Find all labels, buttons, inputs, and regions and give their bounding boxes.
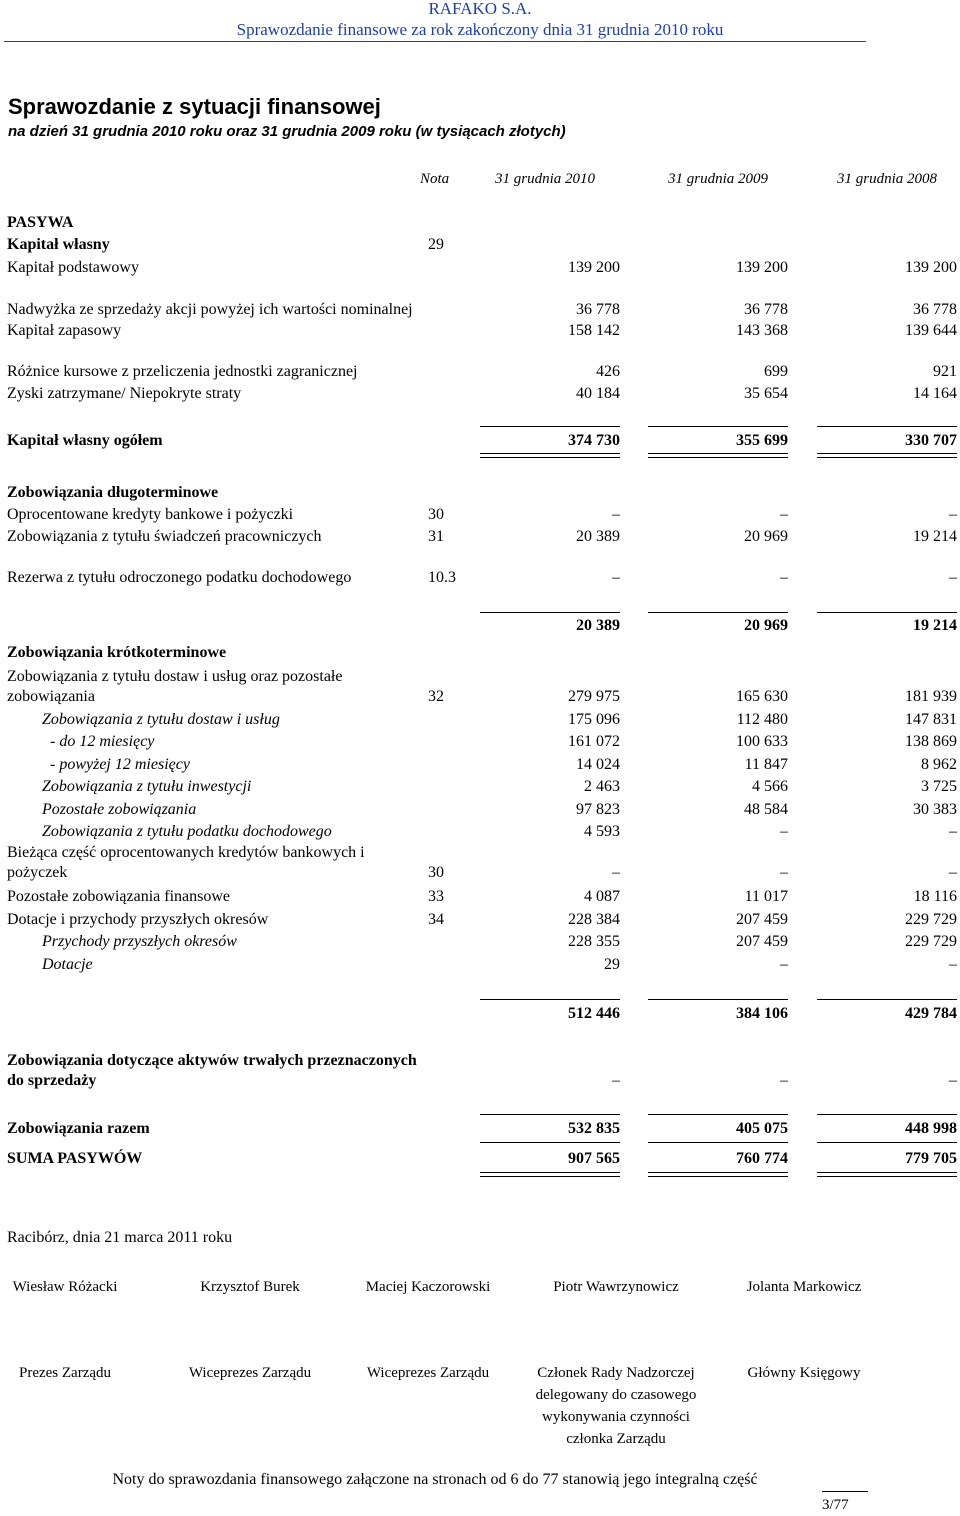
signatory-role: wykonywania czynności: [542, 1409, 690, 1425]
table-row: [0, 1147, 960, 1169]
signatory-name: Maciej Kaczorowski: [365, 1279, 491, 1295]
row-label: Oprocentowane kredyty bankowe i pożyczki: [7, 506, 294, 523]
value-2008: 19 214: [913, 528, 957, 545]
value-2009: 20 969: [744, 528, 788, 545]
table-row: [0, 278, 960, 320]
row-label: Kapitał własny: [7, 236, 110, 253]
value-2010: 907 565: [568, 1150, 620, 1167]
table-row: [0, 820, 960, 842]
row-label: Zobowiązania z tytułu inwestycji: [42, 778, 252, 795]
table-row: [0, 798, 960, 820]
value-2009: 699: [764, 363, 788, 380]
table-row: [0, 753, 960, 775]
table-row: [0, 1049, 960, 1091]
signatory-role: Członek Rady Nadzorczej: [537, 1365, 695, 1381]
table-row: [0, 730, 960, 752]
value-2008: 8 962: [921, 756, 957, 773]
row-label: Zobowiązania dotyczące aktywów trwałych przeznaczonych do sprzedaży: [7, 1052, 417, 1089]
row-label: Dotacje i przychody przyszłych okresów: [7, 911, 269, 928]
value-2008: –: [949, 956, 957, 973]
signatory-role: Wiceprezes Zarządu: [366, 1365, 490, 1381]
table-row: [0, 775, 960, 797]
table-row: [0, 908, 960, 930]
total-rule: [817, 1142, 957, 1143]
row-note: 33: [428, 888, 444, 905]
total-rule: [817, 1114, 957, 1115]
row-note: 30: [428, 506, 444, 523]
header-rule: [4, 41, 866, 42]
signatory-role: członka Zarządu: [566, 1431, 666, 1447]
row-label: Rezerwa z tytułu odroczonego podatku dochodowego: [7, 569, 352, 586]
signatory-name: Wiesław Różacki: [12, 1279, 118, 1295]
value-2010: 374 730: [568, 432, 620, 449]
value-2008: 36 778: [913, 301, 957, 318]
value-2008: –: [949, 864, 957, 881]
value-2008: 229 729: [905, 911, 957, 928]
total-rule: [480, 612, 620, 613]
total-rule: [480, 999, 620, 1000]
table-row: [0, 1117, 960, 1139]
double-rule: [648, 1172, 788, 1177]
value-2010: –: [612, 569, 620, 586]
row-label: Zobowiązania razem: [7, 1120, 150, 1137]
total-rule: [817, 612, 957, 613]
signatory-role: Prezes Zarządu: [18, 1365, 112, 1381]
row-note: 34: [428, 911, 444, 928]
value-2008: 181 939: [905, 688, 957, 705]
value-2008: 3 725: [921, 778, 957, 795]
table-row: [0, 641, 960, 663]
value-2008: 429 784: [905, 1005, 957, 1022]
total-rule: [648, 426, 788, 427]
double-rule: [480, 453, 620, 458]
col-2009-header: 31 grudnia 2009: [668, 171, 769, 187]
value-2010: 279 975: [568, 688, 620, 705]
value-2010: 139 200: [568, 259, 620, 276]
value-2009: 48 584: [744, 801, 788, 818]
value-2010: 426: [596, 363, 620, 380]
value-2008: 147 831: [905, 711, 957, 728]
value-2009: 20 969: [744, 617, 788, 634]
value-2008: 30 383: [913, 801, 957, 818]
row-note: 30: [428, 864, 444, 881]
row-label: Różnice kursowe z przeliczenia jednostki zagranicznej: [7, 363, 358, 380]
row-label: Pozostałe zobowiązania: [42, 801, 197, 818]
value-2009: 112 480: [736, 711, 788, 728]
value-2008: 18 116: [913, 888, 957, 905]
row-label: Nadwyżka ze sprzedaży akcji powyżej ich wartości nominalnej: [7, 301, 413, 318]
value-2009: 11 847: [744, 756, 788, 773]
table-row: [0, 546, 960, 588]
value-2008: 779 705: [905, 1150, 957, 1167]
value-2009: –: [780, 956, 788, 973]
value-2010: 175 096: [568, 711, 620, 728]
row-note: 32: [428, 688, 444, 705]
total-rule: [480, 1114, 620, 1115]
col-note-header: Nota: [420, 171, 450, 187]
value-2010: 158 142: [568, 322, 620, 339]
row-label: SUMA PASYWÓW: [7, 1150, 143, 1167]
value-2008: 139 200: [905, 259, 957, 276]
table-row: [0, 841, 960, 883]
table-row: [0, 211, 960, 233]
value-2009: 405 075: [736, 1120, 788, 1137]
statement-title: Sprawozdanie z sytuacji finansowej: [8, 94, 381, 119]
signatory-name: Krzysztof Burek: [200, 1279, 300, 1295]
value-2010: 228 384: [568, 911, 620, 928]
value-2009: 35 654: [744, 385, 788, 402]
double-rule: [648, 453, 788, 458]
table-row: [0, 885, 960, 907]
total-rule: [480, 1142, 620, 1143]
value-2010: 4 593: [584, 823, 620, 840]
row-label: Zobowiązania z tytułu świadczeń pracowniczych: [7, 528, 322, 545]
value-2010: –: [612, 506, 620, 523]
table-row: [0, 481, 960, 503]
value-2009: 384 106: [736, 1005, 788, 1022]
table-row: [0, 708, 960, 730]
total-rule: [480, 426, 620, 427]
row-label: Zobowiązania z tytułu dostaw i usług oraz pozostałe zobowiązania: [7, 668, 343, 705]
signatory-name: Piotr Wawrzynowicz: [553, 1279, 679, 1295]
table-row: [0, 614, 960, 636]
statement-subtitle: na dzień 31 grudnia 2010 roku oraz 31 grudnia 2009 roku (w tysiącach złotych): [8, 123, 566, 140]
value-2010: 20 389: [576, 617, 620, 634]
company-name: RAFAKO S.A.: [428, 0, 532, 18]
value-2009: –: [780, 864, 788, 881]
value-2010: 20 389: [576, 528, 620, 545]
total-rule: [648, 999, 788, 1000]
value-2010: 532 835: [568, 1120, 620, 1137]
table-row: [0, 233, 960, 255]
value-2010: 29: [604, 956, 620, 973]
row-label: Zobowiązania krótkoterminowe: [7, 644, 227, 661]
row-label: - powyżej 12 miesięcy: [50, 756, 190, 773]
total-rule: [648, 612, 788, 613]
row-label: Kapitał podstawowy: [7, 259, 139, 276]
row-label: Bieżąca część oprocentowanych kredytów bankowych i pożyczek: [7, 844, 365, 881]
table-row: [0, 340, 960, 382]
value-2010: 97 823: [576, 801, 620, 818]
signatory-role: Główny Księgowy: [747, 1365, 861, 1381]
report-title: Sprawozdanie finansowe za rok zakończony dnia 31 grudnia 2010 roku: [236, 20, 724, 39]
row-label: Zobowiązania długoterminowe: [7, 484, 219, 501]
value-2010: 40 184: [576, 385, 620, 402]
signatory-name: Jolanta Markowicz: [746, 1279, 862, 1295]
value-2008: 330 707: [905, 432, 957, 449]
table-row: [0, 930, 960, 952]
value-2009: –: [780, 506, 788, 523]
value-2008: –: [949, 823, 957, 840]
value-2009: 139 200: [736, 259, 788, 276]
value-2010: 512 446: [568, 1005, 620, 1022]
row-label: Pozostałe zobowiązania finansowe: [7, 888, 231, 905]
row-label: Zobowiązania z tytułu dostaw i usług: [42, 711, 280, 728]
value-2008: –: [949, 1072, 957, 1089]
value-2009: –: [780, 823, 788, 840]
row-note: 31: [428, 528, 444, 545]
double-rule: [817, 453, 957, 458]
value-2009: 36 778: [744, 301, 788, 318]
value-2009: 355 699: [736, 432, 788, 449]
col-2010-header: 31 grudnia 2010: [495, 171, 596, 187]
total-rule: [648, 1142, 788, 1143]
table-row: [0, 953, 960, 975]
row-label: Kapitał zapasowy: [7, 322, 122, 339]
row-label: Kapitał własny ogółem: [7, 432, 163, 449]
value-2010: 14 024: [576, 756, 620, 773]
signatory-role: delegowany do czasowego: [535, 1387, 697, 1403]
value-2009: 760 774: [736, 1150, 788, 1167]
value-2009: 207 459: [736, 911, 788, 928]
table-row: [0, 382, 960, 404]
table-row: [0, 256, 960, 278]
value-2008: –: [949, 569, 957, 586]
table-row: [0, 503, 960, 525]
total-rule: [817, 426, 957, 427]
row-label: Zobowiązania z tytułu podatku dochodowego: [42, 823, 332, 840]
value-2008: 921: [933, 363, 957, 380]
value-2009: 207 459: [736, 933, 788, 950]
row-label: Dotacje: [42, 956, 93, 973]
page-number-rule: [822, 1491, 868, 1492]
col-2008-header: 31 grudnia 2008: [837, 171, 938, 187]
row-note: 29: [428, 236, 444, 253]
row-note: 10.3: [428, 569, 456, 586]
value-2010: 161 072: [568, 733, 620, 750]
value-2009: 4 566: [752, 778, 788, 795]
double-rule: [480, 1172, 620, 1177]
value-2008: 229 729: [905, 933, 957, 950]
row-label: Zyski zatrzymane/ Niepokryte straty: [7, 385, 242, 402]
value-2010: 228 355: [568, 933, 620, 950]
value-2010: 4 087: [584, 888, 620, 905]
place-date: Racibórz, dnia 21 marca 2011 roku: [7, 1229, 233, 1246]
row-label: Przychody przyszłych okresów: [42, 933, 237, 950]
value-2009: 100 633: [736, 733, 788, 750]
table-row: [0, 429, 960, 451]
total-rule: [648, 1114, 788, 1115]
table-row: [0, 319, 960, 341]
value-2009: 11 017: [744, 888, 788, 905]
value-2009: 143 368: [736, 322, 788, 339]
value-2008: 448 998: [905, 1120, 957, 1137]
value-2010: –: [612, 864, 620, 881]
page-number: 3/77: [822, 1497, 849, 1513]
table-row: [0, 665, 960, 707]
value-2010: 36 778: [576, 301, 620, 318]
row-label: PASYWA: [7, 214, 74, 231]
table-row: [0, 1002, 960, 1024]
value-2008: 19 214: [913, 617, 957, 634]
value-2010: –: [612, 1072, 620, 1089]
signatory-role: Wiceprezes Zarządu: [188, 1365, 312, 1381]
value-2009: 165 630: [736, 688, 788, 705]
table-row: [0, 525, 960, 547]
footer-note: Noty do sprawozdania finansowego załączone na stronach od 6 do 77 stanowią jego integralną część: [112, 1471, 758, 1488]
value-2008: 14 164: [913, 385, 957, 402]
double-rule: [817, 1172, 957, 1177]
value-2009: –: [780, 1072, 788, 1089]
total-rule: [817, 999, 957, 1000]
value-2008: –: [949, 506, 957, 523]
value-2008: 139 644: [905, 322, 957, 339]
row-label: - do 12 miesięcy: [50, 733, 155, 750]
value-2009: –: [780, 569, 788, 586]
value-2010: 2 463: [584, 778, 620, 795]
value-2008: 138 869: [905, 733, 957, 750]
